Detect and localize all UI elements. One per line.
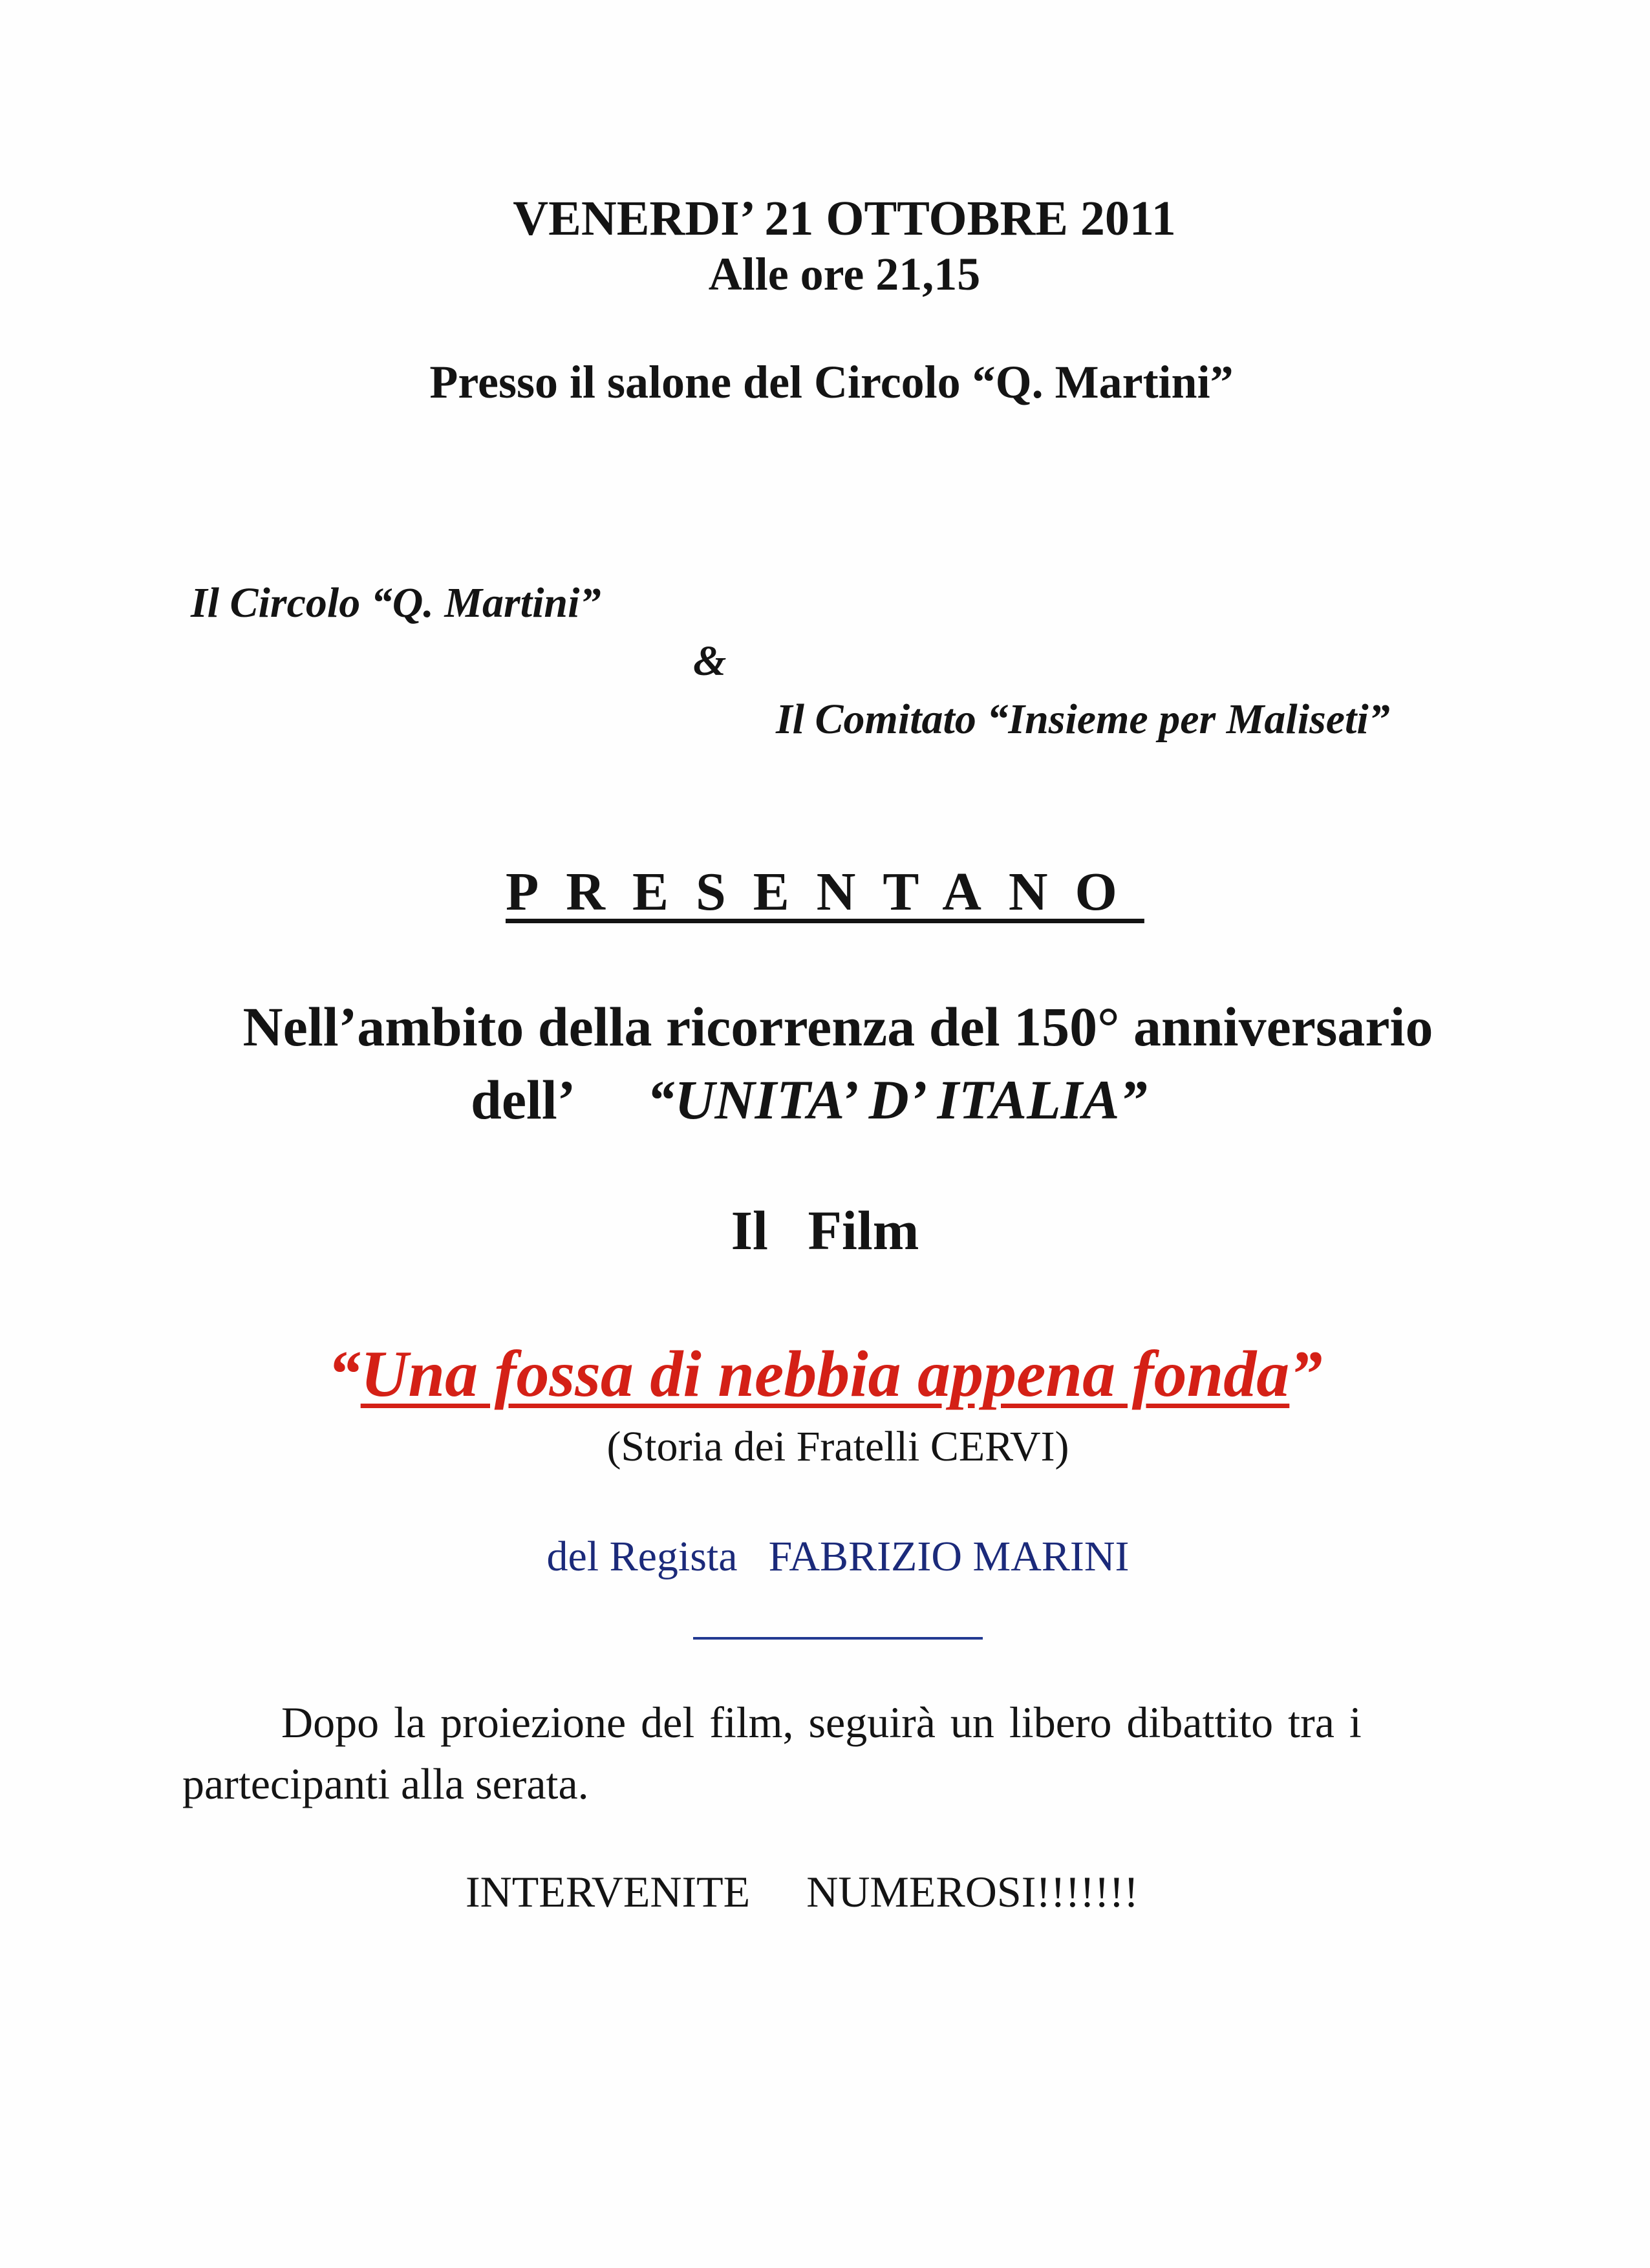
organizer-circolo: Il Circolo “Q. Martini” — [191, 579, 601, 626]
film-director — [13, 1535, 1650, 1578]
film-title-close-quote: ” — [1289, 1338, 1323, 1411]
director-prefix: del Regista — [546, 1533, 738, 1580]
organizer-comitato: Il Comitato “Insieme per Maliseti” — [776, 696, 1390, 743]
debate-paragraph-line-1: Dopo la proiezione del film, seguirà un libero dibattito tra i — [281, 1698, 1362, 1747]
occasion-prefix: dell’ — [471, 1069, 576, 1131]
closing-call: INTERVENITE NUMEROSI!!!!!!! — [466, 1867, 1139, 1916]
film-subtitle: (Storia dei Fratelli CERVI) — [606, 1423, 1069, 1470]
event-time: Alle ore 21,15 — [708, 248, 981, 300]
occasion-line-1: Nell’ambito della ricorrenza del 150° anniversario — [242, 996, 1433, 1058]
presentano-heading: PRESENTANO — [506, 862, 1144, 922]
debate-paragraph-line-2: partecipanti alla serata. — [182, 1759, 589, 1808]
section-divider — [693, 1637, 983, 1640]
film-title-open-quote: “ — [327, 1338, 361, 1411]
organizers-ampersand: & — [693, 637, 727, 685]
occasion-line-2 — [471, 1069, 1148, 1131]
event-date: VENERDI’ 21 OTTOBRE 2011 — [513, 191, 1176, 246]
film-title-text: Una fossa di nebbia appena fonda — [360, 1338, 1290, 1411]
event-venue: Presso il salone del Circolo “Q. Martini” — [429, 356, 1234, 408]
occasion-unita-italia: “UNITA’ D’ ITALIA” — [647, 1069, 1148, 1131]
director-name: FABRIZIO MARINI — [768, 1533, 1130, 1580]
film-intro: Il Film — [731, 1199, 919, 1261]
film-title — [0, 1338, 1650, 1411]
